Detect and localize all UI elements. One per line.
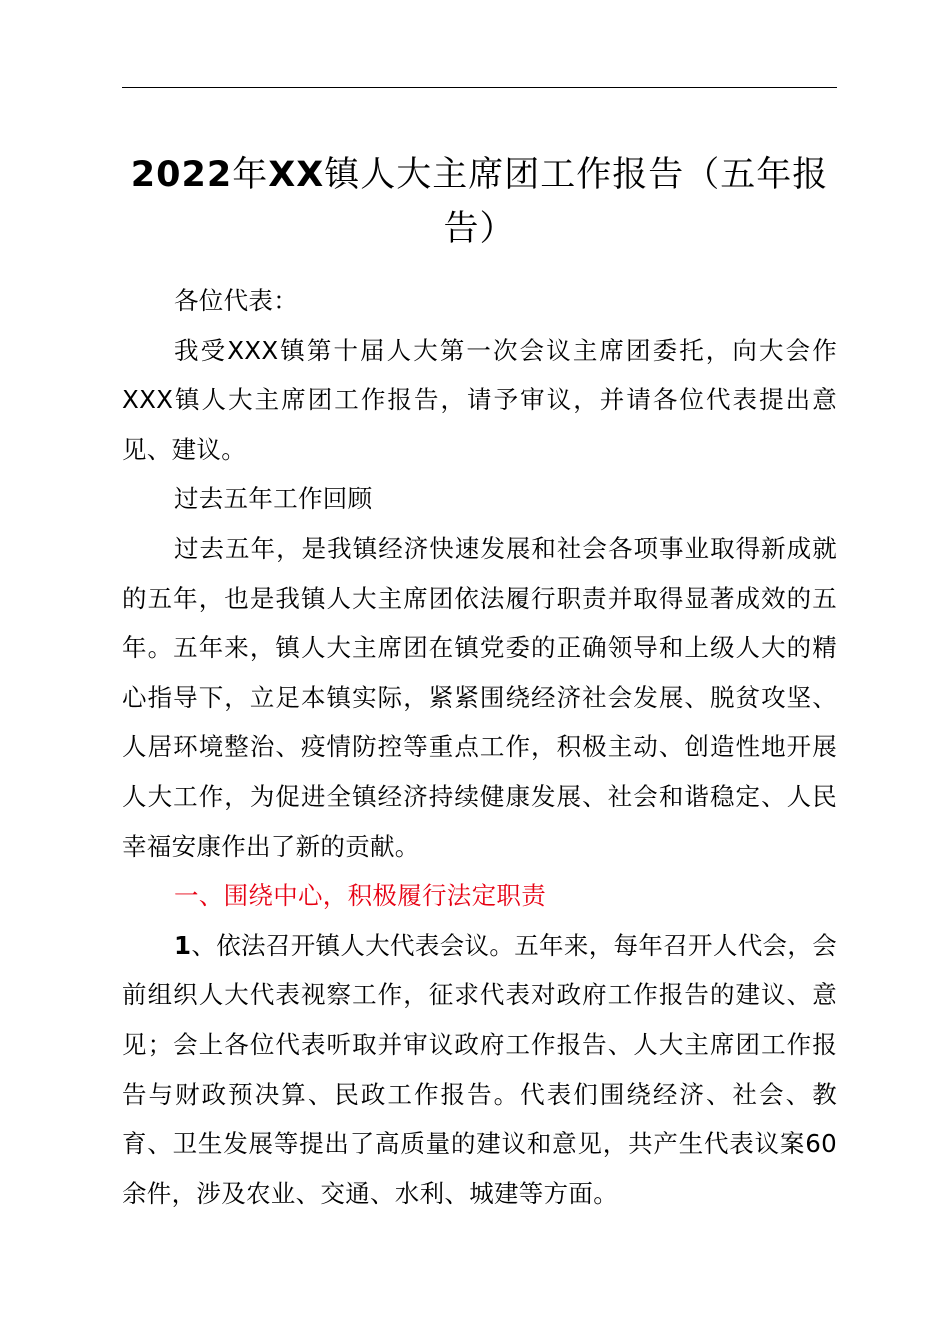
salutation: 各位代表： [174, 286, 298, 315]
review-paragraph: 过去五年，是我镇经济快速发展和社会各项事业取得新成就的五年，也是我镇人大主席团依法履行职责并取得显著成效的五年。五年来，镇人大主席团在镇党委的正确领导和上级人大的精心指导下，立足本镇实际，紧紧围绕经济社会发展、脱贫攻坚、人居环境整治、疫情防控等重点工作，积极主动、创造性地开展人大工作，为促进全镇经济持续健康发展、社会和谐稳定、人民幸福安康作出了新的贡献。 [122, 533, 837, 861]
document-title [122, 148, 837, 256]
item-one-text: 、依法召开镇人大代表会议。五年来，每年召开人代会，会前组织人大代表视察工作，征求代表对政府工作报告的建议、意见；会上各位代表听取并审议政府工作报告、人大主席团工作报告与财政预决算、民政工作报告。代表们围绕经济、社会、教育、卫生发展等提出了高质量的建议和意见，共产生代表议案60余件，涉及农业、交通、水利、城建等方面。 [122, 930, 837, 1208]
section-one-heading: 一、围绕中心，积极履行法定职责 [174, 881, 546, 911]
title-rest: 镇人大主席团工作报告（五年报告） [324, 155, 829, 249]
document-body [122, 276, 837, 1218]
header-rule [122, 87, 837, 88]
item-one-paragraph [122, 921, 837, 1219]
title-placeholder-town: XX [268, 155, 325, 195]
intro-paragraph: 我受XXX镇第十届人大第一次会议主席团委托，向大会作XXX镇人大主席团工作报告，请予审议，并请各位代表提出意见、建议。 [122, 335, 837, 464]
title-year: 2022 [130, 155, 233, 195]
title-year-suffix: 年 [232, 155, 269, 195]
section-review-heading: 过去五年工作回顾 [174, 484, 373, 514]
item-one-number: 1 [174, 930, 192, 960]
